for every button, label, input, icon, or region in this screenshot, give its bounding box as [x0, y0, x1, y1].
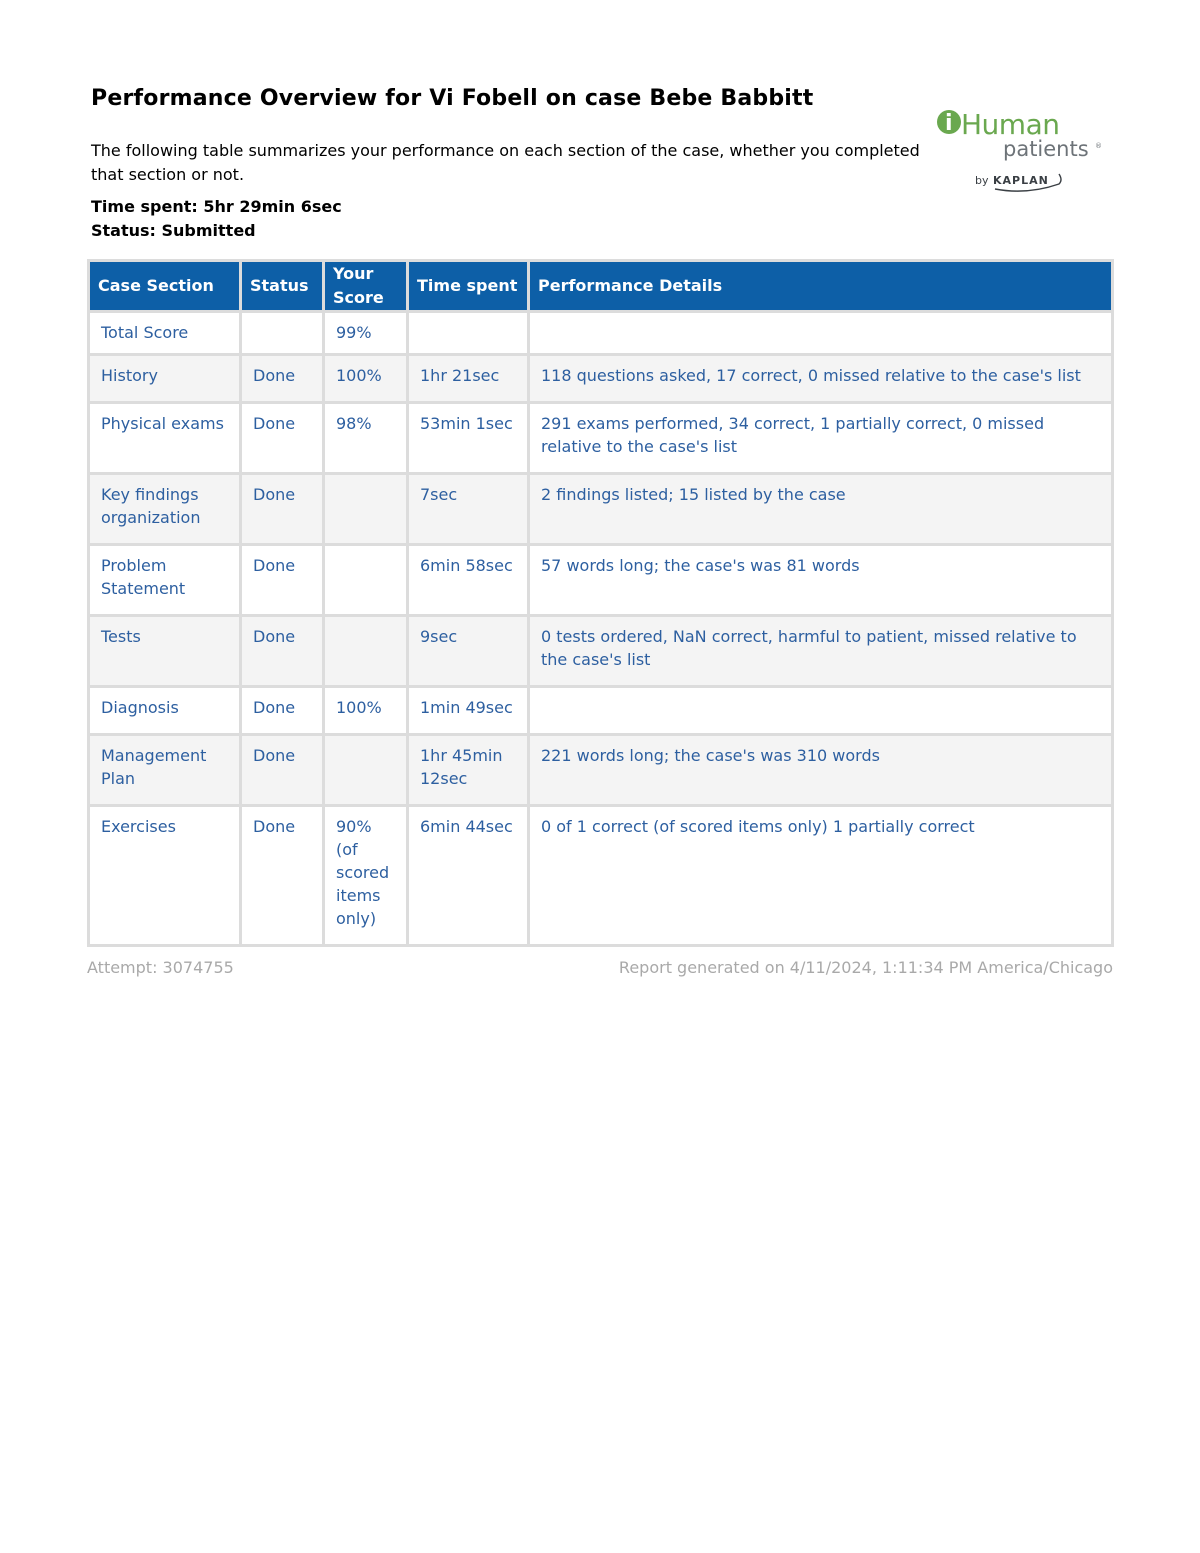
- cell-score: 99%: [324, 312, 408, 355]
- col-status: Status: [241, 261, 324, 312]
- cell-time: 1hr 45min 12sec: [408, 735, 529, 806]
- cell-score: [324, 474, 408, 545]
- cell-section: Key findings organization: [89, 474, 241, 545]
- table-row: [89, 687, 1113, 735]
- cell-details: 57 words long; the case's was 81 words: [529, 545, 1113, 616]
- cell-status: Done: [241, 355, 324, 403]
- table-row: [89, 616, 1113, 687]
- cell-status: Done: [241, 545, 324, 616]
- cell-time: 1hr 21sec: [408, 355, 529, 403]
- col-your-score: Your Score: [324, 261, 408, 312]
- cell-details: [529, 312, 1113, 355]
- summary-meta: [91, 195, 342, 243]
- cell-section: Management Plan: [89, 735, 241, 806]
- col-case-section: Case Section: [89, 261, 241, 312]
- cell-details: 0 tests ordered, NaN correct, harmful to patient, missed relative to the case's list: [529, 616, 1113, 687]
- table-row: [89, 474, 1113, 545]
- cell-section: Problem Statement: [89, 545, 241, 616]
- cell-status: Done: [241, 806, 324, 946]
- cell-time: 53min 1sec: [408, 403, 529, 474]
- cell-details: 221 words long; the case's was 310 words: [529, 735, 1113, 806]
- table-header-row: [89, 261, 1113, 312]
- cell-details: [529, 687, 1113, 735]
- table-row: [89, 735, 1113, 806]
- intro-text: The following table summarizes your performance on each section of the case, whether you completed that section or not.: [91, 141, 920, 184]
- cell-time: 9sec: [408, 616, 529, 687]
- logo-brand-i: i: [945, 111, 953, 136]
- cell-section: Diagnosis: [89, 687, 241, 735]
- cell-score: [324, 735, 408, 806]
- report-generated: Report generated on 4/11/2024, 1:11:34 PM America/Chicago: [618, 958, 1113, 977]
- logo-registered: ®: [1095, 142, 1102, 150]
- cell-score: 98%: [324, 403, 408, 474]
- cell-score: 100%: [324, 355, 408, 403]
- cell-score: 90% (of scored items only): [324, 806, 408, 946]
- cell-time: [408, 312, 529, 355]
- cell-status: Done: [241, 403, 324, 474]
- cell-details: 291 exams performed, 34 correct, 1 partially correct, 0 missed relative to the case's list: [529, 403, 1113, 474]
- table-row: [89, 355, 1113, 403]
- col-time-spent: Time spent: [408, 261, 529, 312]
- table-row: [89, 806, 1113, 946]
- cell-status: Done: [241, 735, 324, 806]
- cell-section: Physical exams: [89, 403, 241, 474]
- attempt-id: Attempt: 3074755: [87, 958, 234, 977]
- cell-time: 7sec: [408, 474, 529, 545]
- cell-status: Done: [241, 687, 324, 735]
- table-row: [89, 545, 1113, 616]
- performance-table: [87, 259, 1114, 947]
- cell-section: History: [89, 355, 241, 403]
- table-row: [89, 403, 1113, 474]
- cell-details: 2 findings listed; 15 listed by the case: [529, 474, 1113, 545]
- logo-by: by: [975, 174, 989, 187]
- logo-sub: patients: [1003, 137, 1089, 161]
- cell-time: 1min 49sec: [408, 687, 529, 735]
- logo-brand-name: Human: [961, 108, 1060, 141]
- logo-partner: KAPLAN: [993, 174, 1049, 187]
- submission-status: Status: Submitted: [91, 221, 256, 240]
- cell-time: 6min 58sec: [408, 545, 529, 616]
- cell-section: Exercises: [89, 806, 241, 946]
- cell-details: 118 questions asked, 17 correct, 0 missed relative to the case's list: [529, 355, 1113, 403]
- time-spent-total: Time spent: 5hr 29min 6sec: [91, 197, 342, 216]
- cell-details: 0 of 1 correct (of scored items only) 1 partially correct: [529, 806, 1113, 946]
- cell-score: [324, 545, 408, 616]
- cell-status: Done: [241, 474, 324, 545]
- cell-status: Done: [241, 616, 324, 687]
- cell-status: [241, 312, 324, 355]
- page-title: Performance Overview for Vi Fobell on case Bebe Babbitt: [91, 86, 814, 111]
- table-row: [89, 312, 1113, 355]
- col-performance-details: Performance Details: [529, 261, 1113, 312]
- cell-score: 100%: [324, 687, 408, 735]
- cell-section: Total Score: [89, 312, 241, 355]
- cell-section: Tests: [89, 616, 241, 687]
- cell-time: 6min 44sec: [408, 806, 529, 946]
- ihuman-patients-logo: [935, 100, 1110, 195]
- cell-score: [324, 616, 408, 687]
